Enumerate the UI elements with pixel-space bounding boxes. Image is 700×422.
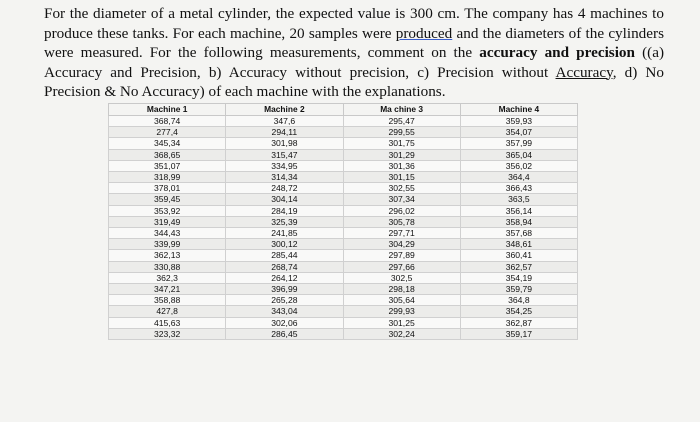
- table-cell-machine-4: 354,07: [460, 127, 577, 138]
- table-cell-machine-1: 427,8: [109, 306, 226, 317]
- table-cell-machine-1: 351,07: [109, 160, 226, 171]
- table-cell-machine-3: 296,02: [343, 205, 460, 216]
- question-text: [44, 4, 664, 102]
- header-machine-4: Machine 4: [460, 104, 577, 116]
- table-cell-machine-4: 359,17: [460, 328, 577, 339]
- table-cell-machine-1: 344,43: [109, 228, 226, 239]
- table-row: [109, 317, 578, 328]
- table-cell-machine-3: 301,15: [343, 172, 460, 183]
- table-cell-machine-1: 368,74: [109, 116, 226, 127]
- table-cell-machine-3: 302,5: [343, 272, 460, 283]
- table-cell-machine-4: 348,61: [460, 239, 577, 250]
- table-row: [109, 138, 578, 149]
- table-cell-machine-2: 265,28: [226, 295, 343, 306]
- table-cell-machine-3: 302,24: [343, 328, 460, 339]
- table-cell-machine-4: 356,14: [460, 205, 577, 216]
- table-cell-machine-3: 298,18: [343, 284, 460, 295]
- table-cell-machine-2: 347,6: [226, 116, 343, 127]
- table-cell-machine-3: 301,25: [343, 317, 460, 328]
- table-cell-machine-1: 323,32: [109, 328, 226, 339]
- table-row: [109, 127, 578, 138]
- table-row: [109, 160, 578, 171]
- table-row: [109, 295, 578, 306]
- table-row: [109, 250, 578, 261]
- table-cell-machine-4: 363,5: [460, 194, 577, 205]
- header-machine-1: Machine 1: [109, 104, 226, 116]
- table-row: [109, 272, 578, 283]
- table-cell-machine-1: 277,4: [109, 127, 226, 138]
- table-cell-machine-4: 366,43: [460, 183, 577, 194]
- table-cell-machine-3: 304,29: [343, 239, 460, 250]
- table-cell-machine-2: 325,39: [226, 216, 343, 227]
- table-cell-machine-1: 318,99: [109, 172, 226, 183]
- table-cell-machine-3: 301,36: [343, 160, 460, 171]
- table-cell-machine-1: 345,34: [109, 138, 226, 149]
- table-cell-machine-2: 294,11: [226, 127, 343, 138]
- table-cell-machine-3: 305,78: [343, 216, 460, 227]
- question-accuracy-underlined: Accuracy,: [555, 63, 617, 81]
- table-cell-machine-3: 297,71: [343, 228, 460, 239]
- table-cell-machine-4: 359,79: [460, 284, 577, 295]
- question-part-2: and the diameters of the cylinders were measured. For the following measurements, comment on the: [44, 24, 664, 61]
- table-cell-machine-4: 360,41: [460, 250, 577, 261]
- table-cell-machine-3: 305,64: [343, 295, 460, 306]
- table-row: [109, 306, 578, 317]
- table-cell-machine-1: 359,45: [109, 194, 226, 205]
- table-cell-machine-2: 314,34: [226, 172, 343, 183]
- table-cell-machine-4: 359,93: [460, 116, 577, 127]
- table-cell-machine-4: 362,57: [460, 261, 577, 272]
- table-row: [109, 172, 578, 183]
- table-cell-machine-4: 362,87: [460, 317, 577, 328]
- table-cell-machine-4: 358,94: [460, 216, 577, 227]
- question-accuracy-precision: accuracy and precision: [479, 44, 635, 61]
- table-body: [109, 116, 578, 340]
- table-row: [109, 149, 578, 160]
- table-cell-machine-3: 295,47: [343, 116, 460, 127]
- table-cell-machine-2: 304,14: [226, 194, 343, 205]
- table-cell-machine-4: 365,04: [460, 149, 577, 160]
- table-row: [109, 239, 578, 250]
- table-cell-machine-2: 286,45: [226, 328, 343, 339]
- header-machine-3: Ma chine 3: [343, 104, 460, 116]
- table-cell-machine-3: 301,75: [343, 138, 460, 149]
- table-cell-machine-3: 307,34: [343, 194, 460, 205]
- table-cell-machine-2: 343,04: [226, 306, 343, 317]
- table-cell-machine-1: 362,3: [109, 272, 226, 283]
- measurements-table: [108, 103, 578, 340]
- table-cell-machine-1: 339,99: [109, 239, 226, 250]
- table-cell-machine-3: 297,89: [343, 250, 460, 261]
- table-cell-machine-2: 285,44: [226, 250, 343, 261]
- table-cell-machine-1: 347,21: [109, 284, 226, 295]
- table-cell-machine-1: 330,88: [109, 261, 226, 272]
- table-cell-machine-2: 284,19: [226, 205, 343, 216]
- question-part-3: ((a) Accuracy and Precision, b) Accuracy without precision, c) Precision without: [44, 44, 665, 81]
- table-cell-machine-1: 362,13: [109, 250, 226, 261]
- table-cell-machine-3: 297,66: [343, 261, 460, 272]
- measurements-table-wrap: [108, 103, 578, 340]
- table-header-row: [109, 104, 578, 116]
- table-cell-machine-2: 315,47: [226, 149, 343, 160]
- table-row: [109, 284, 578, 295]
- table-row: [109, 228, 578, 239]
- table-cell-machine-2: 248,72: [226, 183, 343, 194]
- header-machine-2: Machine 2: [226, 104, 343, 116]
- table-cell-machine-1: 353,92: [109, 205, 226, 216]
- table-cell-machine-3: 299,93: [343, 306, 460, 317]
- table-row: [109, 328, 578, 339]
- table-cell-machine-4: 354,19: [460, 272, 577, 283]
- question-produced-word: produced: [395, 24, 453, 42]
- table-cell-machine-2: 301,98: [226, 138, 343, 149]
- table-row: [109, 116, 578, 127]
- table-row: [109, 205, 578, 216]
- table-cell-machine-4: 357,68: [460, 228, 577, 239]
- table-cell-machine-4: 354,25: [460, 306, 577, 317]
- table-cell-machine-2: 241,85: [226, 228, 343, 239]
- table-cell-machine-2: 334,95: [226, 160, 343, 171]
- question-part-5: d) No Precision & No Accuracy) of each machine with the explanations.: [44, 63, 664, 100]
- table-cell-machine-3: 301,29: [343, 149, 460, 160]
- table-cell-machine-2: 302,06: [226, 317, 343, 328]
- table-cell-machine-4: 364,4: [460, 172, 577, 183]
- table-cell-machine-2: 268,74: [226, 261, 343, 272]
- table-cell-machine-1: 358,88: [109, 295, 226, 306]
- table-cell-machine-3: 302,55: [343, 183, 460, 194]
- table-cell-machine-1: 378,01: [109, 183, 226, 194]
- table-cell-machine-4: 356,02: [460, 160, 577, 171]
- table-row: [109, 216, 578, 227]
- table-row: [109, 261, 578, 272]
- table-cell-machine-1: 415,63: [109, 317, 226, 328]
- question-part-1: For the diameter of a metal cylinder, the expected value is 300 cm. The company has 4 machines to produce these tanks. For each machine, 20 samples were: [44, 5, 664, 42]
- table-cell-machine-1: 319,49: [109, 216, 226, 227]
- table-cell-machine-2: 300,12: [226, 239, 343, 250]
- table-cell-machine-3: 299,55: [343, 127, 460, 138]
- table-cell-machine-4: 364,8: [460, 295, 577, 306]
- table-row: [109, 183, 578, 194]
- table-row: [109, 194, 578, 205]
- table-cell-machine-4: 357,99: [460, 138, 577, 149]
- table-cell-machine-2: 264,12: [226, 272, 343, 283]
- table-cell-machine-2: 396,99: [226, 284, 343, 295]
- table-cell-machine-1: 368,65: [109, 149, 226, 160]
